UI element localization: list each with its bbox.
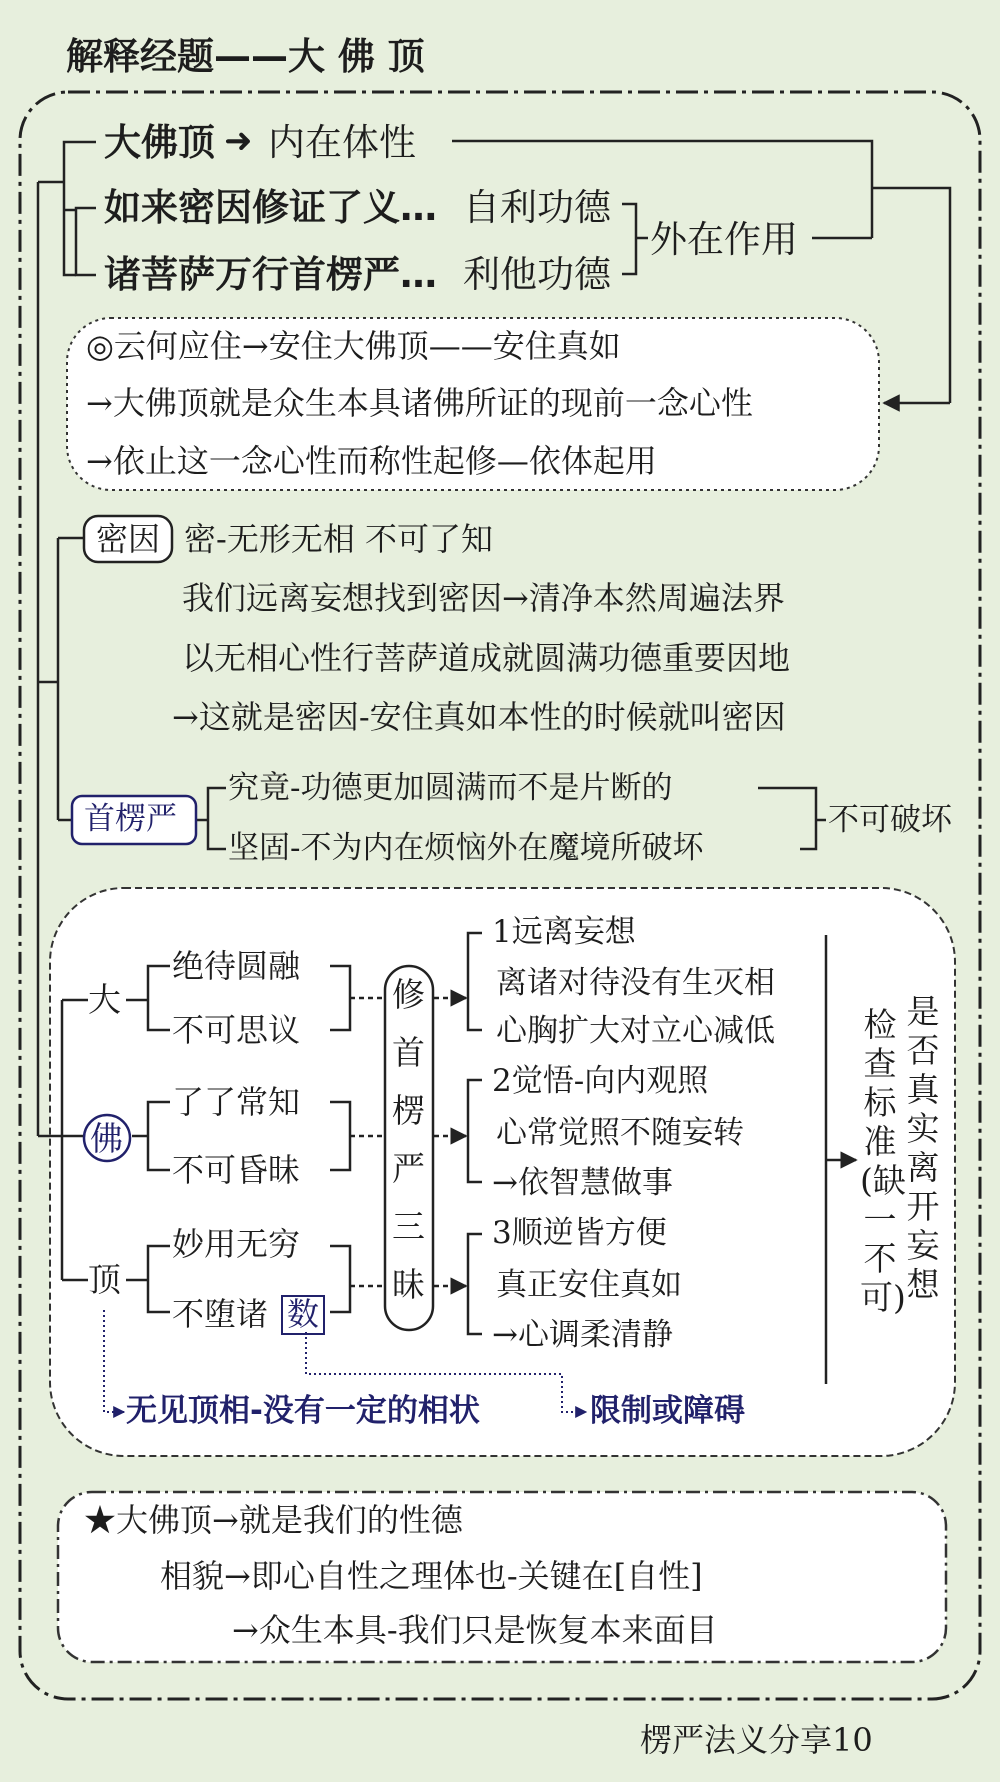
outcome-line: →依智慧做事 xyxy=(492,1165,673,1201)
shoulengyan-conclusion: 不可破坏 xyxy=(828,802,952,838)
shoulengyan-item: 坚固-不为内在烦恼外在魔境所破坏 xyxy=(228,830,704,866)
branch-item: 不可思议 xyxy=(172,1011,301,1049)
branch-char-ding: 顶 xyxy=(88,1260,121,1299)
miyin-line: 我们远离妄想找到密因→清净本然周遍法界 xyxy=(182,579,785,617)
samadhi-char: 昧 xyxy=(392,1265,425,1304)
branch-item: 不堕诸 xyxy=(172,1295,269,1333)
samadhi-char: 三 xyxy=(392,1207,425,1246)
samadhi-char: 首 xyxy=(392,1033,425,1072)
outcome-line: 2觉悟-向内观照 xyxy=(492,1063,709,1099)
miyin-label: 密因 xyxy=(96,520,161,558)
page-title: 解释经题——大 佛 顶 xyxy=(66,35,425,78)
meaning-other-benefit: 利他功德 xyxy=(463,253,611,296)
miyin-line: 以无相心性行菩萨道成就圆满功德重要因地 xyxy=(182,639,791,677)
outcome-line: 3顺逆皆方便 xyxy=(492,1215,667,1251)
branch-item: 妙用无穷 xyxy=(172,1225,301,1263)
branch-item: 了了常知 xyxy=(172,1083,301,1121)
outcome-line: 心常觉照不随妄转 xyxy=(496,1115,744,1151)
outcome-line: 心胸扩大对立心减低 xyxy=(496,1013,775,1049)
boxed-char-shu: 数 xyxy=(287,1295,320,1333)
footer-series-label: 楞严法义分享10 xyxy=(640,1721,873,1759)
miyin-line: →这就是密因-安住真如本性的时候就叫密因 xyxy=(172,698,786,736)
outcome-line: 1远离妄想 xyxy=(492,914,636,950)
samadhi-char: 严 xyxy=(392,1149,425,1188)
note-shu: 限制或障碍 xyxy=(590,1393,745,1429)
branch-char-da: 大 xyxy=(88,980,121,1019)
branch-item: 不可昏昧 xyxy=(172,1151,301,1189)
star-line: ★大佛顶→就是我们的性德 xyxy=(84,1501,463,1539)
dwelling-line: →大佛顶就是众生本具诸佛所证的现前一念心性 xyxy=(86,384,753,422)
shoulengyan-item: 究竟-功德更加圆满而不是片断的 xyxy=(228,770,673,806)
term-zhupusa: 诸菩萨万行首楞严… xyxy=(104,253,437,296)
group-label-outer-function: 外在作用 xyxy=(650,218,798,261)
term-dafoding: 大佛顶 xyxy=(104,121,215,164)
samadhi-char: 楞 xyxy=(392,1091,425,1130)
samadhi-char: 修 xyxy=(392,975,425,1014)
star-line: →众生本具-我们只是恢复本来面目 xyxy=(232,1611,718,1649)
dwelling-line: ◎云何应住→安住大佛顶——安住真如 xyxy=(86,327,621,365)
dwelling-line: →依止这一念心性而称性起修—依体起用 xyxy=(86,442,657,480)
arrow-right-icon: ➜ xyxy=(224,121,253,161)
criteria-column-left: 检查标准(缺一不可) xyxy=(860,1005,906,1317)
star-line: 相貌→即心自性之理体也-关键在[自性] xyxy=(160,1557,703,1595)
meaning-inner-nature: 内在体性 xyxy=(268,121,416,164)
note-ding: 无见顶相-没有一定的相状 xyxy=(126,1393,480,1429)
outcome-line: 离诸对待没有生灭相 xyxy=(496,965,775,1001)
outcome-line: 真正安住真如 xyxy=(496,1267,682,1303)
term-rulai: 如来密因修证了义… xyxy=(104,186,437,229)
branch-item: 绝待圆融 xyxy=(172,947,301,985)
shoulengyan-label: 首楞严 xyxy=(84,801,177,837)
branch-char-fo: 佛 xyxy=(90,1119,123,1158)
miyin-line: 密-无形无相 不可了知 xyxy=(184,520,493,558)
meaning-self-benefit: 自利功德 xyxy=(463,186,611,229)
criteria-column-right: 是否真实离开妄想 xyxy=(906,992,940,1304)
outcome-line: →心调柔清静 xyxy=(492,1317,673,1353)
